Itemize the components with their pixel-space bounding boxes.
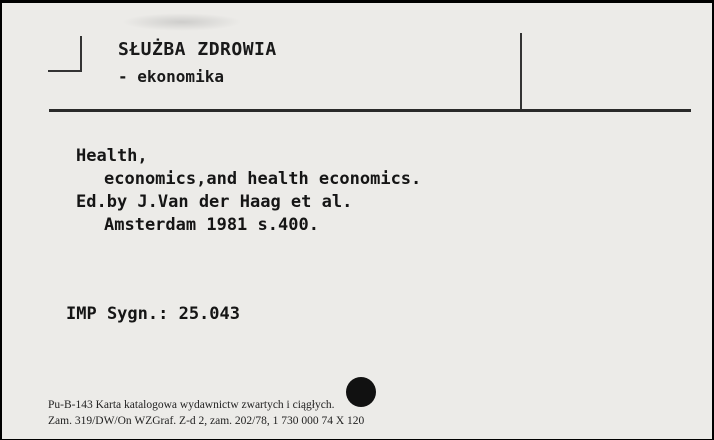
subject-heading: SŁUŻBA ZDROWIA bbox=[118, 39, 277, 60]
bibliographic-entry bbox=[76, 145, 421, 237]
punch-hole bbox=[346, 377, 376, 407]
entry-line-imprint: Amsterdam 1981 s.400. bbox=[104, 215, 319, 235]
header-left-divider bbox=[80, 36, 82, 72]
card-footer bbox=[48, 397, 364, 429]
entry-line-title: Health, bbox=[76, 146, 148, 166]
footer-line-2: Zam. 319/DW/On WZGraf. Z-d 2, zam. 202/78, 1 730 000 74 X 120 bbox=[48, 415, 365, 427]
ink-smudge bbox=[122, 13, 242, 31]
header-left-stub-line bbox=[48, 70, 82, 72]
header-rule bbox=[49, 109, 691, 112]
call-number: IMP Sygn.: 25.043 bbox=[66, 304, 240, 324]
subject-subheading: - ekonomika bbox=[118, 67, 224, 86]
footer-line-1: Pu-B-143 Karta katalogowa wydawnictw zwartych i ciągłych. bbox=[48, 399, 335, 411]
entry-line-subtitle: economics,and health economics. bbox=[104, 169, 422, 189]
entry-line-editor: Ed.by J.Van der Haag et al. bbox=[76, 192, 353, 212]
catalog-card bbox=[2, 3, 712, 439]
header-right-divider bbox=[520, 33, 522, 109]
